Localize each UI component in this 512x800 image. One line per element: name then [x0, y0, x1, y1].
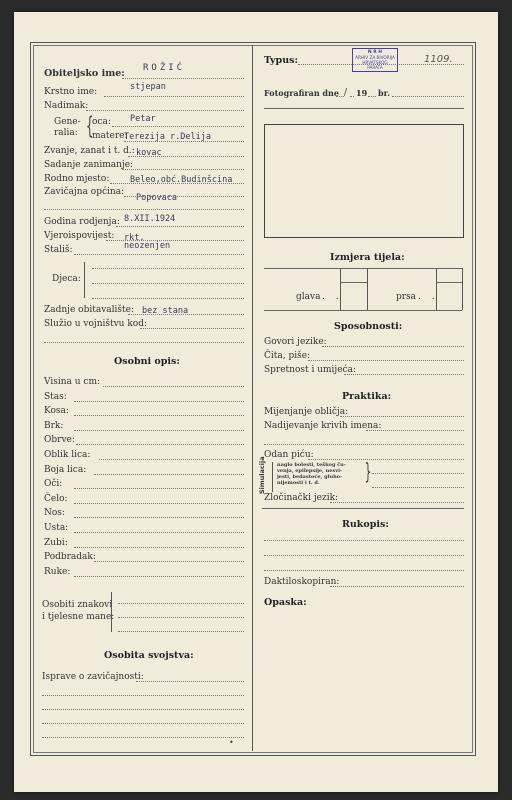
line: [372, 473, 464, 474]
osobni-opis-field-label: Boja lica:: [44, 464, 87, 475]
zadnje-label: Zadnje obitavalište:: [44, 305, 134, 315]
cita-label: Čita, piše:: [264, 351, 311, 361]
osobni-opis-field-label: Zubi:: [44, 537, 68, 548]
daktilo-label: Daktiloskopiran:: [264, 577, 340, 587]
line: [128, 314, 244, 315]
line: [112, 126, 244, 127]
line: [74, 547, 244, 548]
archive-stamp: [352, 48, 398, 72]
osobiti-label-2: i tjelesne mane:: [42, 612, 115, 622]
stalis-value: neozenjen: [124, 241, 171, 251]
odan-label: Odan piću:: [264, 450, 314, 460]
rule: [264, 310, 462, 311]
simulacija-line: jesti, bedastoće, gluho-: [277, 474, 343, 480]
line: [140, 328, 244, 329]
stamp-line: ARHIV ZA BIVORIJA: [355, 55, 395, 60]
rodno-value: Beleo,obć.Budinšcina: [130, 175, 233, 185]
osobiti-label-1: Osobiti znakovi: [42, 600, 113, 610]
matere-label: matere:: [92, 131, 128, 141]
sposobnosti-title: Sposobnosti:: [334, 321, 403, 332]
line: [94, 561, 244, 562]
simulacija-text: [277, 462, 346, 486]
generalia-label-2: ralia:: [54, 128, 78, 138]
line: [86, 110, 244, 111]
opaska-label: Opaska:: [264, 597, 307, 608]
zavicajna-label: Zavičajna općina:: [44, 187, 125, 197]
typus-label: Typus:: [264, 55, 298, 66]
line: [76, 444, 244, 445]
line: [94, 474, 244, 475]
line: [99, 459, 244, 460]
line: [44, 342, 244, 343]
nadijevanje-label: Nadijevanje krivih imena:: [264, 421, 382, 431]
oca-label: oca:: [92, 117, 111, 127]
line: [336, 96, 344, 97]
osobni-opis-field-label: Kosa:: [44, 406, 69, 417]
spretnost-label: Spretnost i umijeća:: [264, 365, 356, 375]
osobni-opis-field-label: Oblik lica:: [44, 450, 91, 460]
line: [330, 586, 464, 587]
izmjera-title: Izmjera tijela:: [330, 252, 405, 263]
zvanje-label: Zvanje, zanat i t. d.:: [44, 146, 135, 156]
line: [118, 603, 244, 604]
isprave-label: Isprave o zavičajnosti:: [42, 672, 144, 682]
line: [264, 540, 464, 541]
line: [264, 444, 464, 445]
rule: [264, 108, 464, 109]
zvanje-value: kovac: [136, 148, 162, 158]
stamp-line: N R H: [367, 50, 383, 55]
osobni-opis-field-label: Oči:: [44, 479, 63, 490]
line: [74, 576, 244, 577]
osobita-svojstva-title: Osobita svojstva:: [104, 650, 194, 661]
brace-icon: {: [85, 112, 94, 140]
godina-value: 8.XII.1924: [124, 214, 176, 224]
osobni-opis-field-label: Brk:: [44, 420, 64, 431]
line: [124, 141, 244, 142]
line: [366, 430, 464, 431]
line: [103, 386, 244, 387]
obiteljsko-ime-label: Obiteljsko ime:: [44, 68, 125, 79]
simulacija-line: naglo bolesti, teškog ču-: [277, 462, 346, 468]
govori-label: Govori jezike:: [264, 337, 327, 347]
measure-box-left: [340, 268, 341, 310]
line: [42, 737, 244, 738]
obiteljsko-ime-value: ROŽIĆ: [143, 63, 186, 73]
photo-box: [264, 124, 464, 238]
line: [44, 209, 244, 210]
fotografiran-slash: /: [344, 88, 348, 98]
osobni-opis-field-label: Stas:: [44, 391, 67, 402]
osobni-opis-field-label: Usta:: [44, 523, 69, 533]
line: [350, 96, 354, 97]
vjera-label: Vjeroispovijest:: [44, 231, 115, 241]
line: [74, 401, 244, 402]
line: [42, 709, 244, 710]
osobni-opis-field-label: Obrve:: [44, 435, 75, 446]
glava-dots: . .: [322, 292, 343, 302]
line: [104, 96, 244, 97]
rule: [340, 282, 367, 283]
line: [42, 695, 244, 696]
line: [74, 488, 244, 489]
line: [92, 268, 244, 269]
rule: [264, 268, 462, 269]
line: [128, 156, 244, 157]
sluzio-label: Služio u vojništvu kod:: [44, 319, 148, 329]
line: [368, 96, 376, 97]
simulacija-line: venja, epilepsije, nesvi-: [277, 468, 343, 474]
brace-icon: }: [364, 460, 372, 485]
line: [264, 570, 464, 571]
rule: [262, 508, 464, 509]
line: [116, 226, 244, 227]
line: [118, 617, 244, 618]
bottom-mark: •: [229, 738, 234, 747]
line: [136, 681, 244, 682]
line: [42, 723, 244, 724]
line: [74, 254, 244, 255]
zavicajna-value: Popovaca: [136, 193, 177, 203]
measure-box-left: [367, 268, 368, 310]
rukopis-title: Rukopis:: [342, 519, 389, 530]
osobni-opis-title: Osobni opis:: [114, 356, 180, 367]
glava-label: glava: [296, 292, 321, 302]
stamp-line: HRVATSKOG PARATA: [362, 60, 388, 70]
simulacija-bracket: [272, 462, 273, 492]
line: [74, 503, 244, 504]
line: [74, 430, 244, 431]
zadnje-value: bez stana: [142, 306, 189, 316]
osobni-opis-field-label: Podbradak:: [44, 552, 96, 563]
line: [124, 196, 244, 197]
osobni-opis-field-label: Visina u cm:: [44, 377, 101, 387]
line: [322, 346, 464, 347]
column-divider: [252, 45, 253, 751]
line: [308, 459, 464, 460]
prsa-label: prsa: [396, 292, 417, 302]
sadanje-label: Sadanje zanimanje:: [44, 160, 134, 170]
godina-label: Godina rodjenja:: [44, 217, 120, 227]
osobiti-brace: [111, 592, 112, 632]
simulacija-label: Simulacija: [258, 456, 266, 494]
measure-box-right: [436, 268, 437, 310]
line: [122, 78, 244, 79]
osobni-opis-field-label: Nos:: [44, 508, 65, 519]
line: [344, 374, 464, 375]
line: [308, 360, 464, 361]
zlocinacki-label: Zločinački jezik:: [264, 493, 339, 503]
fotografiran-year: 19: [356, 88, 368, 98]
rule: [436, 282, 462, 283]
krstno-ime-value: stjepan: [130, 82, 166, 92]
simulacija-line: nijemosti i t. d.: [277, 480, 320, 486]
line: [330, 502, 464, 503]
matere-value: Terezija r.Delija: [124, 132, 211, 142]
krstno-ime-label: Krstno ime:: [44, 87, 98, 97]
rodno-label: Rodno mjesto:: [44, 174, 110, 184]
line: [74, 532, 244, 533]
line: [74, 415, 244, 416]
nadimak-label: Nadimak:: [44, 101, 89, 111]
osobni-opis-field-label: Čelo:: [44, 493, 68, 504]
generalia-label-1: Gene-: [54, 117, 81, 127]
line: [392, 96, 464, 97]
fotografiran-br: br.: [378, 88, 390, 98]
line: [122, 169, 244, 170]
line: [74, 517, 244, 518]
mijenjanje-label: Mijenjanje obličja:: [264, 407, 349, 417]
praktika-title: Praktika:: [342, 391, 392, 402]
line: [92, 298, 244, 299]
djeca-label: Djeca:: [52, 274, 81, 284]
stalis-label: Stališ:: [44, 245, 73, 255]
djeca-brace: [84, 262, 85, 298]
line: [110, 183, 244, 184]
fotografiran-label: Fotografiran dne: [264, 88, 339, 98]
line: [92, 283, 244, 284]
vjera-value: rkt.: [124, 233, 145, 243]
oca-value: Petar: [130, 114, 156, 124]
measure-box-right: [462, 268, 463, 310]
osobni-opis-field-label: Ruke:: [44, 566, 71, 577]
handwritten-number: 1109.: [424, 54, 453, 65]
line: [340, 416, 464, 417]
prsa-dots: . .: [418, 292, 439, 302]
line: [118, 631, 244, 632]
line: [372, 487, 464, 488]
line: [264, 555, 464, 556]
